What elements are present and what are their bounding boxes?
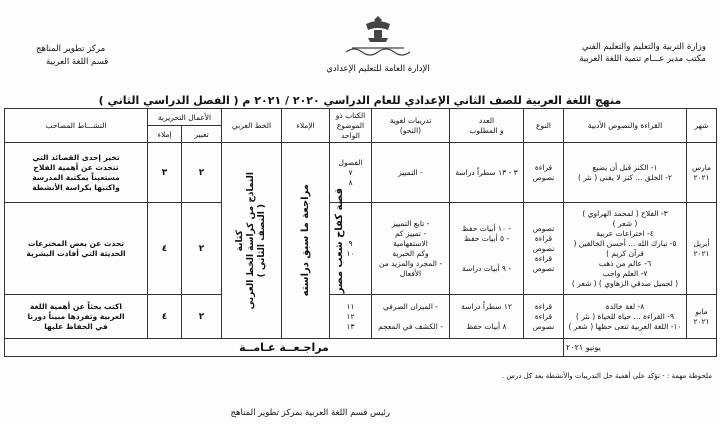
curriculum-center-line-1: مركز تطوير المناهج — [36, 44, 106, 54]
grammar-cell: - التمييز — [372, 143, 450, 203]
curriculum-table — [4, 108, 717, 357]
page-title: منهج اللغة العربية للصف الثاني الإعدادي للعام الدراسي ٢٠٢٠ / ٢٠٢١ م ( الفصل الدراسي الثاني ) — [98, 94, 622, 107]
col-calligraphy: الخط العربي — [222, 109, 282, 143]
ministry-line-2: مكتب مدير عـــام تنمية اللغة العربية — [579, 54, 706, 64]
document-header — [0, 0, 720, 90]
activity-cell: تخير إحدى القصائد التي تتحدث عن أهمية الفلاح مستعيناً بمكتبة المدرسة واكتبها بكراسة الأنشطة — [5, 143, 148, 203]
col-book: الكتاب ذو الموضوع الواحد — [330, 109, 372, 143]
col-reading: القراءة والنصوص الأدبية — [564, 109, 687, 143]
col-imlaa: إملاء — [148, 126, 182, 143]
type-cell: نصوص قراءة نصوص قراءة نصوص — [524, 203, 564, 295]
reading-cell: ٨- لغة خالدة ٩- القراءة ... حياة للحياة ( نثر ) ١٠- اللغة العربية تنعى حظها ( شعر ) — [564, 295, 687, 339]
col-expression: تعبير — [182, 126, 222, 143]
ministry-line-1: وزارة التربية والتعليم والتعليم الفني — [581, 42, 706, 52]
count-cell: ١٢ سطراً دراسة ٨ أبيات حفظ — [450, 295, 524, 339]
col-month: شهر — [687, 109, 717, 143]
count-cell: ٣ - ١٣ سطراً دراسة — [450, 143, 524, 203]
footer-text: رئيس قسم اللغة العربية بمركز تطوير المناهج — [230, 408, 390, 418]
important-note: ملحوظة مهمة : - تؤكد على أهمية حل التدريبات والأنشطة بعد كل درس . — [501, 372, 712, 380]
table-row — [5, 295, 717, 339]
table-row — [5, 143, 717, 203]
imlaa-count: ٣ — [148, 143, 182, 203]
book-chapters-cell: ٩ ١٠ — [330, 203, 372, 295]
book-chapters-cell: الفصول ٧ ٨ — [330, 143, 372, 203]
count-cell: - ١٠ أبيات حفظ - ٥ أبيات حفظ - ٩ أبيات دراسة — [450, 203, 524, 295]
month-cell: مايو ٢٠٢١ — [687, 295, 717, 339]
dictation-text: مراجعة ما سبق دراسته — [300, 184, 311, 297]
reading-cell: ١- الكنز قبل أن يضيع ٢- الخلق ... كنز لا يفنى ( نثر ) — [564, 143, 687, 203]
expression-count: ٢ — [182, 143, 222, 203]
type-cell: قراءة نصوص — [524, 143, 564, 203]
col-count: العدد و المطلوب — [450, 109, 524, 143]
imlaa-count: ٤ — [148, 203, 182, 295]
col-type: النوع — [524, 109, 564, 143]
general-admin-line: الإدارة العامة للتعليم الإعدادي — [326, 64, 430, 74]
dictation-merged-cell — [282, 143, 330, 339]
imlaa-count: ٤ — [148, 295, 182, 339]
col-grammar: تدريبات لغوية (النحو) — [372, 109, 450, 143]
activity-cell: اكتب بحثاً عن أهمية اللغة العربية وتفردها مبيناً دورنا في الحفاظ عليها — [5, 295, 148, 339]
activity-cell: تحدث عن بعض المخترعات الحديثة التي أفادت البشرية — [5, 203, 148, 295]
calligraphy-merged-cell — [222, 143, 282, 339]
expression-count: ٢ — [182, 203, 222, 295]
grammar-cell: - الميزان الصرفي - الكشف في المعجم — [372, 295, 450, 339]
col-activity: النشـــاط المصاحب — [5, 109, 148, 143]
book-title: قصة كفاح شعب مصر — [334, 187, 345, 294]
book-chapters-cell: ١١ ١٢ ١٣ — [330, 295, 372, 339]
col-written-works: الأعمال التحريرية — [148, 109, 222, 126]
month-cell: مارس ٢٠٢١ — [687, 143, 717, 203]
review-row — [5, 339, 717, 357]
reading-cell: ٣- الفلاح ( لمحمد الهراوي ) ( شعر ) ٤- اختراعات عربية ٥- تبارك الله ... أحسن الخالقين ( قرآن كريم ) ٦- عالم من ذهب ٧- العلم واجب ( لجميل صدقي الزهاوي ) ( شعر ) — [564, 203, 687, 295]
month-cell: أبريل ٢٠٢١ — [687, 203, 717, 295]
general-review: مراجـعــة عـامــة — [5, 339, 564, 357]
review-month: يونيو ٢٠٢١ — [564, 339, 717, 357]
type-cell: قراءة قراءة نصوص — [524, 295, 564, 339]
col-dictation: الإملاء — [282, 109, 330, 143]
calligraphy-text: كتابة النماذج من كراسة الخط العربي ( النصف الثاني ) — [235, 171, 267, 310]
grammar-cell: - تابع التمييز - تمييز كم الاستفهامية وكم الخبرية - المجرد والمزيد من الأفعال — [372, 203, 450, 295]
footer-signature-line — [230, 408, 390, 418]
ministry-emblem-logo — [332, 14, 424, 58]
table-row — [5, 203, 717, 295]
expression-count: ٢ — [182, 295, 222, 339]
book-title-overlay — [333, 143, 347, 339]
curriculum-center-line-2: قسم اللغة العربية — [46, 57, 109, 67]
